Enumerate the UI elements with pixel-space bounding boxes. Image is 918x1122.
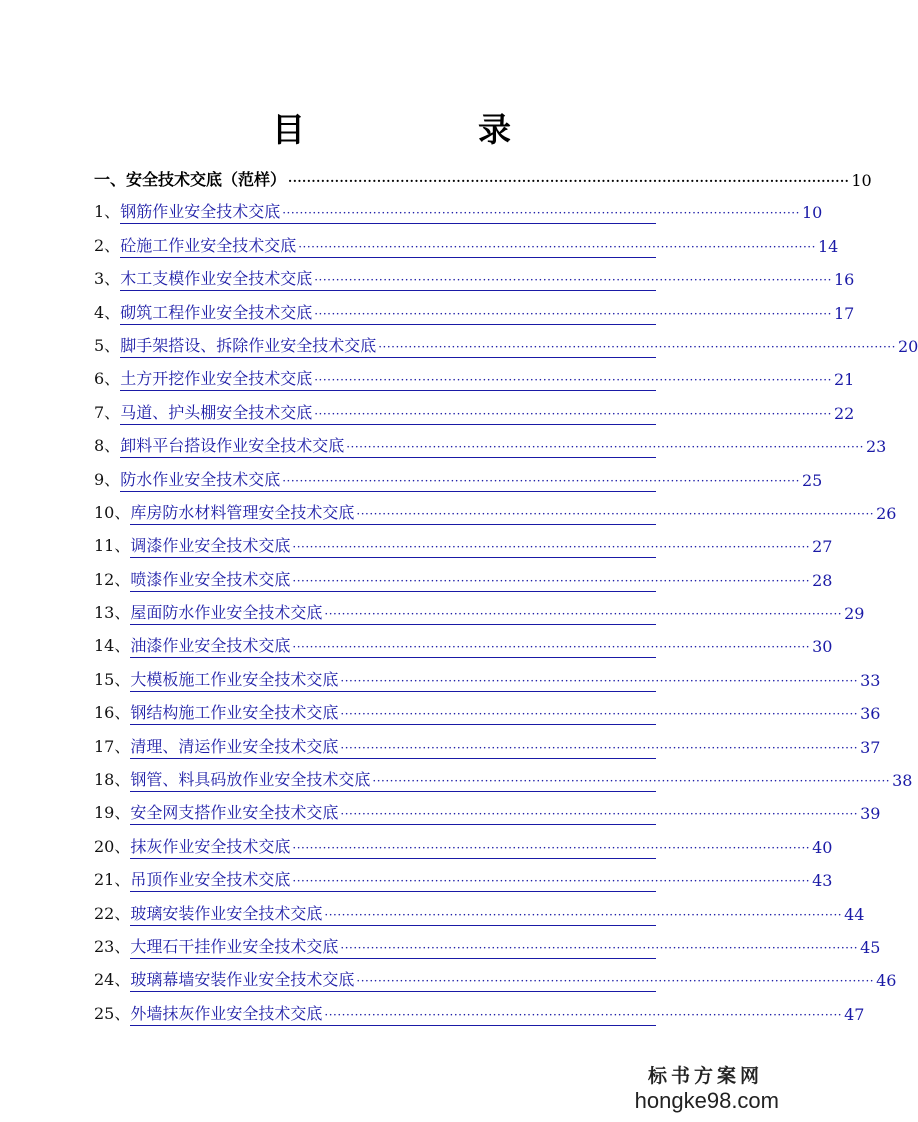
toc-item-page: 30 [812,637,833,657]
toc-item-number: 9、 [94,469,121,489]
toc-item-page: 28 [812,570,833,590]
toc-item-number: 3、 [94,269,121,289]
toc-item-text: 钢筋作业安全技术交底 [120,202,281,222]
toc-item[interactable] [94,325,918,358]
toc-item-number: 20、 [94,836,131,856]
toc-item-text: 清理、清运作业安全技术交底 [130,736,339,756]
toc-item-link[interactable] [130,600,865,625]
toc-heading-text: 一、安全技术交底（范样） [94,170,287,189]
toc-item-page: 14 [817,236,839,256]
toc-item[interactable] [94,425,887,458]
toc-item-text: 土方开挖作业安全技术交底 [120,369,313,389]
toc-item-link[interactable] [130,834,833,859]
toc-dot-leader: ························································································································ [314,306,832,321]
toc-item-link[interactable] [120,266,855,291]
toc-item[interactable] [94,792,881,825]
toc-item-list [94,191,918,1026]
toc-heading-link[interactable] [94,167,872,191]
toc-item[interactable] [94,825,833,858]
toc-item[interactable] [94,992,865,1025]
toc-item[interactable] [94,592,865,625]
toc-item-number: 24、 [94,970,131,990]
toc-dot-leader: ························································································································ [288,174,850,188]
toc-item-number: 19、 [94,803,131,823]
toc-item-page: 25 [801,470,823,490]
toc-dot-leader: ························································································································ [282,206,800,221]
toc-item-number: 21、 [94,870,131,890]
toc-item[interactable] [94,959,897,992]
toc-dot-leader: ························································································································ [314,373,832,388]
toc-item-number: 18、 [94,770,131,790]
toc-item[interactable] [94,926,881,959]
toc-item-text: 木工支模作业安全技术交底 [120,269,313,289]
toc-item-number: 16、 [94,703,131,723]
toc-item-number: 12、 [94,569,131,589]
toc-item-number: 6、 [94,369,121,389]
toc-item[interactable] [94,625,833,658]
watermark [635,1061,779,1114]
toc-item-page: 27 [812,537,833,557]
toc-item-text: 油漆作业安全技术交底 [130,636,291,656]
toc-item-link[interactable] [120,233,839,258]
watermark-url-text: hongke98.com [634,1088,779,1113]
toc-item[interactable] [94,458,823,491]
toc-item-link[interactable] [130,533,833,558]
toc-dot-leader: ························································································································ [340,707,859,722]
page-title: 目 录 [272,110,581,149]
table-of-contents [94,158,918,1026]
toc-item[interactable] [94,759,913,792]
toc-item-link[interactable] [130,700,881,725]
toc-item-number: 23、 [94,936,131,956]
toc-item[interactable] [94,558,833,591]
toc-item-text: 砼施工作业安全技术交底 [120,235,297,255]
toc-item-text: 大理石干挂作业安全技术交底 [130,936,339,956]
toc-item-text: 库房防水材料管理安全技术交底 [130,502,355,522]
toc-item-number: 14、 [94,636,131,656]
toc-item-link[interactable] [130,967,897,992]
toc-item-link[interactable] [120,400,855,425]
toc-item-link[interactable] [130,934,881,959]
toc-item-text: 调漆作业安全技术交底 [130,536,291,556]
toc-dot-leader: ························································································································ [356,974,875,989]
toc-item-text: 钢管、料具码放作业安全技术交底 [130,770,371,790]
toc-item-page: 37 [860,737,881,757]
toc-dot-leader: ························································································································ [340,740,859,755]
toc-item-link[interactable] [130,800,881,825]
toc-item-number: 17、 [94,736,131,756]
toc-item-page: 44 [844,904,865,924]
toc-item-page: 40 [812,837,833,857]
toc-item-text: 卸料平台搭设作业安全技术交底 [120,436,345,456]
toc-item-text: 抹灰作业安全技术交底 [130,836,291,856]
toc-item-text: 屋面防水作业安全技术交底 [130,603,323,623]
toc-item-link[interactable] [120,433,887,458]
toc-item[interactable] [94,692,881,725]
toc-item-link[interactable] [130,633,833,658]
toc-item-number: 22、 [94,903,131,923]
toc-dot-leader: ························································································································ [314,273,832,288]
toc-section-heading[interactable] [94,158,872,191]
toc-item-page: 33 [860,670,881,690]
toc-heading-page: 10 [851,171,872,190]
toc-item-page: 47 [844,1004,865,1024]
toc-item-text: 防水作业安全技术交底 [120,469,281,489]
toc-item-text: 玻璃安装作业安全技术交底 [130,903,323,923]
toc-item-link[interactable] [130,1001,865,1026]
toc-item-page: 45 [860,937,881,957]
toc-item-page: 46 [876,971,897,991]
toc-item-link[interactable] [130,867,833,892]
toc-item-link[interactable] [130,767,913,792]
toc-item-number: 25、 [94,1003,131,1023]
toc-item-text: 钢结构施工作业安全技术交底 [130,703,339,723]
toc-item-number: 2、 [94,235,121,255]
toc-item-link[interactable] [130,734,881,759]
toc-item-page: 29 [844,604,865,624]
toc-item[interactable] [94,525,833,558]
watermark-cn-text: 标书方案网 [647,1065,763,1087]
toc-dot-leader: ························································································································ [346,440,864,455]
toc-item-page: 16 [833,270,855,290]
toc-dot-leader: ························································································································ [372,774,891,789]
toc-item-text: 安全网支搭作业安全技术交底 [130,803,339,823]
toc-item[interactable] [94,291,855,324]
toc-item-page: 10 [801,203,823,223]
toc-item-number: 5、 [94,335,121,355]
toc-dot-leader: ························································································································ [324,907,843,922]
toc-item-link[interactable] [130,500,897,525]
toc-item-number: 13、 [94,603,131,623]
toc-item-page: 36 [860,704,881,724]
toc-item[interactable] [94,224,839,257]
toc-item-number: 4、 [94,302,121,322]
toc-item-number: 11、 [94,536,131,556]
toc-item[interactable] [94,492,897,525]
toc-item-link[interactable] [120,333,918,358]
toc-item[interactable] [94,859,833,892]
toc-item-text: 喷漆作业安全技术交底 [130,569,291,589]
toc-dot-leader: ························································································································ [282,473,800,488]
toc-item-page: 22 [833,403,855,423]
toc-item-link[interactable] [130,901,865,926]
toc-item-page: 26 [876,503,897,523]
toc-item-number: 8、 [94,436,121,456]
toc-dot-leader: ························································································································ [340,807,859,822]
toc-item-text: 马道、护头棚安全技术交底 [120,402,313,422]
toc-item[interactable] [94,391,855,424]
toc-item[interactable] [94,358,855,391]
toc-item-page: 17 [833,303,855,323]
toc-item-number: 10、 [94,502,131,522]
toc-dot-leader: ························································································································ [324,607,843,622]
toc-item-text: 玻璃幕墙安装作业安全技术交底 [130,970,355,990]
toc-item-page: 21 [833,370,855,390]
toc-dot-leader: ························································································································ [292,874,811,889]
toc-dot-leader: ························································································································ [292,840,811,855]
toc-dot-leader: ························································································································ [356,506,875,521]
toc-item-page: 39 [860,804,881,824]
toc-item-link[interactable] [120,199,823,224]
toc-item-text: 吊顶作业安全技术交底 [130,870,291,890]
toc-item[interactable] [94,191,823,224]
toc-dot-leader: ························································································································ [298,239,816,254]
toc-item-number: 7、 [94,402,121,422]
toc-item-number: 15、 [94,669,131,689]
toc-item-text: 砌筑工程作业安全技术交底 [120,302,313,322]
toc-item-page: 20 [897,336,918,356]
toc-item-link[interactable] [120,366,855,391]
toc-item-link[interactable] [120,467,823,492]
toc-dot-leader: ························································································································ [292,640,811,655]
toc-dot-leader: ························································································································ [340,940,859,955]
toc-item-text: 外墙抹灰作业安全技术交底 [130,1003,323,1023]
toc-item[interactable] [94,892,865,925]
toc-item[interactable] [94,258,855,291]
toc-dot-leader: ························································································································ [340,673,859,688]
toc-item-text: 大模板施工作业安全技术交底 [130,669,339,689]
toc-dot-leader: ························································································································ [292,573,811,588]
toc-item-number: 1、 [94,202,121,222]
toc-dot-leader: ························································································································ [378,339,896,354]
toc-item[interactable] [94,658,881,691]
toc-dot-leader: ························································································································ [314,406,832,421]
toc-item-link[interactable] [130,567,833,592]
toc-item-link[interactable] [130,667,881,692]
toc-dot-leader: ························································································································ [324,1007,843,1022]
toc-dot-leader: ························································································································ [292,540,811,555]
toc-item-page: 38 [892,771,913,791]
toc-item-text: 脚手架搭设、拆除作业安全技术交底 [120,335,377,355]
toc-item-page: 43 [812,871,833,891]
toc-item-link[interactable] [120,300,855,325]
toc-item-page: 23 [865,437,887,457]
toc-item[interactable] [94,725,881,758]
